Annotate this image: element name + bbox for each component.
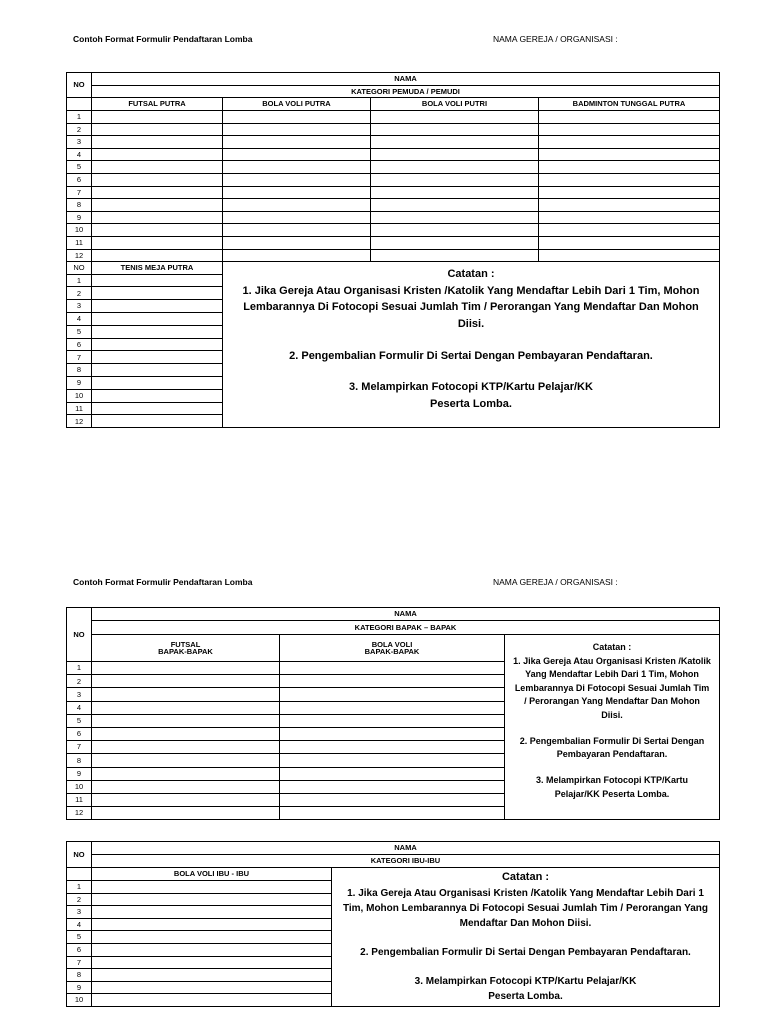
notes-item-3: 3. Melampirkan Fotocopi KTP/Kartu Pelajar/KK Peserta Lomba.: [535, 775, 689, 799]
no-header: NO: [67, 262, 92, 275]
row-number: 1: [67, 274, 92, 287]
row-number: 4: [67, 148, 92, 161]
entry-cell[interactable]: [92, 123, 223, 136]
form-pemuda-table: [66, 72, 720, 428]
entry-cell[interactable]: [92, 662, 280, 675]
row-number: 10: [67, 780, 92, 793]
column-header: BOLA VOLI IBU - IBU: [92, 868, 332, 881]
notes-title: Catatan :: [592, 642, 632, 652]
entry-cell[interactable]: [92, 287, 223, 300]
entry-cell[interactable]: [92, 881, 332, 894]
entry-cell[interactable]: [280, 741, 505, 754]
nama-header: NAMA: [92, 842, 720, 855]
org-label: NAMA GEREJA / ORGANISASI :: [493, 34, 618, 44]
row-number: 4: [67, 313, 92, 326]
notes-box: [332, 868, 720, 1007]
notes-title: Catatan :: [501, 871, 550, 883]
row-number: 10: [67, 994, 92, 1007]
row-number: 3: [67, 300, 92, 313]
entry-cell[interactable]: [92, 688, 280, 701]
column-header-line2: BAPAK-BAPAK: [158, 647, 213, 656]
entry-cell[interactable]: [280, 662, 505, 675]
entry-cell[interactable]: [92, 767, 280, 780]
row-number: 1: [67, 662, 92, 675]
entry-cell[interactable]: [223, 123, 371, 136]
entry-cell[interactable]: [280, 767, 505, 780]
entry-cell[interactable]: [92, 186, 223, 199]
entry-cell[interactable]: [223, 199, 371, 212]
entry-cell[interactable]: [92, 211, 223, 224]
entry-cell[interactable]: [223, 161, 371, 174]
row-number: 3: [67, 688, 92, 701]
row-number: 1: [67, 111, 92, 124]
form-title: Contoh Format Formulir Pendaftaran Lomba: [73, 34, 253, 44]
entry-cell[interactable]: [371, 211, 539, 224]
entry-cell[interactable]: [371, 199, 539, 212]
entry-cell[interactable]: [539, 211, 720, 224]
row-number: 9: [67, 377, 92, 390]
entry-cell[interactable]: [280, 688, 505, 701]
notes-item-1: 1. Jika Gereja Atau Organisasi Kristen /Katolik Yang Mendaftar Lebih Dari 1 Tim, Mohon Lembarannya Di Fotocopi Sesuai Jumlah Tim / Perorangan Yang Mendaftar Dan Mohon Diisi.: [513, 655, 711, 720]
entry-cell[interactable]: [92, 274, 223, 287]
entry-cell[interactable]: [280, 754, 505, 767]
entry-cell[interactable]: [92, 780, 280, 793]
entry-cell[interactable]: [280, 793, 505, 806]
entry-cell[interactable]: [92, 727, 280, 740]
row-number: 11: [67, 402, 92, 415]
entry-cell[interactable]: [539, 173, 720, 186]
entry-cell[interactable]: [92, 701, 280, 714]
form-bapak-table: [66, 607, 720, 820]
row-number: 7: [67, 186, 92, 199]
entry-cell[interactable]: [371, 111, 539, 124]
row-number: 7: [67, 741, 92, 754]
entry-cell[interactable]: [539, 249, 720, 262]
row-number: 2: [67, 893, 92, 906]
no-header: NO: [67, 608, 92, 662]
entry-cell[interactable]: [280, 807, 505, 820]
column-header: FUTSAL PUTRA: [92, 98, 223, 111]
entry-cell[interactable]: [92, 931, 332, 944]
column-header: BOLA VOLI PUTRA: [223, 98, 371, 111]
entry-cell[interactable]: [280, 701, 505, 714]
row-number: 5: [67, 161, 92, 174]
entry-cell[interactable]: [539, 123, 720, 136]
notes-item-2: 2. Pengembalian Formulir Di Sertai Dengan Pembayaran Pendaftaran.: [289, 349, 653, 362]
no-header: NO: [67, 842, 92, 868]
entry-cell[interactable]: [539, 111, 720, 124]
row-number: 7: [67, 956, 92, 969]
row-number: 12: [67, 807, 92, 820]
entry-cell[interactable]: [539, 161, 720, 174]
row-number: 8: [67, 754, 92, 767]
entry-cell[interactable]: [92, 300, 223, 313]
entry-cell[interactable]: [371, 224, 539, 237]
entry-cell[interactable]: [92, 918, 332, 931]
entry-cell[interactable]: [280, 675, 505, 688]
notes-item-2: 2. Pengembalian Formulir Di Sertai Dengan Pembayaran Pendaftaran.: [519, 735, 705, 760]
row-number: 3: [67, 906, 92, 919]
row-number: 12: [67, 249, 92, 262]
entry-cell[interactable]: [223, 111, 371, 124]
row-number: 5: [67, 714, 92, 727]
row-number: 10: [67, 389, 92, 402]
row-number: 6: [67, 173, 92, 186]
entry-cell[interactable]: [92, 236, 223, 249]
entry-cell[interactable]: [92, 793, 280, 806]
entry-cell[interactable]: [92, 981, 332, 994]
row-number: 10: [67, 224, 92, 237]
entry-cell[interactable]: [371, 161, 539, 174]
entry-cell[interactable]: [223, 148, 371, 161]
notes-item-1: 1. Jika Gereja Atau Organisasi Kristen /Katolik Yang Mendaftar Lebih Dari 1 Tim, Mohon Lembarannya Di Fotocopi Sesuai Jumlah Tim / Perorangan Yang Mendaftar Dan Mohon Diisi.: [342, 887, 709, 929]
row-number: 9: [67, 211, 92, 224]
entry-cell[interactable]: [92, 249, 223, 262]
entry-cell[interactable]: [539, 236, 720, 249]
entry-cell[interactable]: [371, 148, 539, 161]
entry-cell[interactable]: [92, 893, 332, 906]
entry-cell[interactable]: [92, 402, 223, 415]
row-number: 2: [67, 675, 92, 688]
entry-cell[interactable]: [223, 211, 371, 224]
no-blank: [67, 868, 92, 881]
notes-item-3-cont: Peserta Lomba.: [488, 990, 563, 1002]
column-header-line1: FUTSAL: [170, 639, 201, 649]
entry-cell[interactable]: [92, 338, 223, 351]
row-number: 7: [67, 351, 92, 364]
entry-cell[interactable]: [223, 173, 371, 186]
entry-cell[interactable]: [371, 123, 539, 136]
entry-cell[interactable]: [92, 415, 223, 428]
entry-cell[interactable]: [223, 224, 371, 237]
row-number: 4: [67, 701, 92, 714]
column-header-line1: BOLA VOLI: [371, 639, 413, 649]
entry-cell[interactable]: [92, 313, 223, 326]
entry-cell[interactable]: [371, 236, 539, 249]
entry-cell[interactable]: [92, 136, 223, 149]
no-header: NO: [67, 73, 92, 98]
entry-cell[interactable]: [92, 111, 223, 124]
entry-cell[interactable]: [92, 389, 223, 402]
row-number: 6: [67, 727, 92, 740]
entry-cell[interactable]: [92, 714, 280, 727]
row-number: 9: [67, 981, 92, 994]
column-header: BADMINTON TUNGGAL PUTRA: [539, 98, 720, 111]
row-number: 5: [67, 931, 92, 944]
row-number: 2: [67, 123, 92, 136]
column-header: [92, 635, 280, 662]
entry-cell[interactable]: [280, 714, 505, 727]
nama-header: NAMA: [92, 73, 720, 86]
entry-cell[interactable]: [539, 186, 720, 199]
entry-cell[interactable]: [92, 377, 223, 390]
column-header: [280, 635, 505, 662]
category-header: KATEGORI IBU-IBU: [92, 855, 720, 868]
entry-cell[interactable]: [280, 780, 505, 793]
notes-item-3: 3. Melampirkan Fotocopi KTP/Kartu Pelajar/KK: [414, 975, 637, 987]
column-header: BOLA VOLI PUTRI: [371, 98, 539, 111]
entry-cell[interactable]: [92, 956, 332, 969]
row-number: 4: [67, 918, 92, 931]
entry-cell[interactable]: [223, 249, 371, 262]
category-header: KATEGORI PEMUDA / PEMUDI: [92, 86, 720, 98]
entry-cell[interactable]: [539, 148, 720, 161]
notes-item-3: 3. Melampirkan Fotocopi KTP/Kartu Pelajar/KK: [349, 381, 593, 394]
notes-box: [505, 635, 720, 820]
row-number: 8: [67, 364, 92, 377]
entry-cell[interactable]: [371, 136, 539, 149]
entry-cell[interactable]: [92, 351, 223, 364]
org-label: NAMA GEREJA / ORGANISASI :: [493, 577, 618, 587]
entry-cell[interactable]: [539, 224, 720, 237]
column-header: TENIS MEJA PUTRA: [92, 262, 223, 275]
form-title: Contoh Format Formulir Pendaftaran Lomba: [73, 577, 253, 587]
entry-cell[interactable]: [92, 906, 332, 919]
entry-cell[interactable]: [92, 675, 280, 688]
entry-cell[interactable]: [371, 186, 539, 199]
notes-box: [223, 262, 720, 428]
notes-item-3-cont: Peserta Lomba.: [430, 397, 512, 410]
notes-title: Catatan :: [447, 268, 495, 281]
entry-cell[interactable]: [223, 186, 371, 199]
entry-cell[interactable]: [92, 161, 223, 174]
column-header-line2: BAPAK-BAPAK: [364, 647, 420, 656]
row-number: 5: [67, 325, 92, 338]
entry-cell[interactable]: [539, 199, 720, 212]
entry-cell[interactable]: [223, 236, 371, 249]
entry-cell[interactable]: [92, 148, 223, 161]
entry-cell[interactable]: [92, 994, 332, 1007]
entry-cell[interactable]: [539, 136, 720, 149]
row-number: 1: [67, 881, 92, 894]
entry-cell[interactable]: [371, 249, 539, 262]
row-number: 6: [67, 943, 92, 956]
entry-cell[interactable]: [92, 364, 223, 377]
row-number: 8: [67, 199, 92, 212]
notes-item-1: 1. Jika Gereja Atau Organisasi Kristen /Katolik Yang Mendaftar Lebih Dari 1 Tim, Mohon Lembarannya Di Fotocopi Sesuai Jumlah Tim / Perorangan Yang Mendaftar Dan Mohon Diisi.: [242, 284, 700, 330]
entry-cell[interactable]: [371, 173, 539, 186]
row-number: 11: [67, 236, 92, 249]
row-number: 11: [67, 793, 92, 806]
row-number: 12: [67, 415, 92, 428]
row-number: 3: [67, 136, 92, 149]
no-blank: [67, 98, 92, 111]
row-number: 6: [67, 338, 92, 351]
row-number: 2: [67, 287, 92, 300]
entry-cell[interactable]: [92, 199, 223, 212]
notes-item-2: 2. Pengembalian Formulir Di Sertai Dengan Pembayaran Pendaftaran.: [360, 946, 691, 958]
entry-cell[interactable]: [92, 754, 280, 767]
nama-header: NAMA: [92, 608, 720, 621]
entry-cell[interactable]: [92, 807, 280, 820]
category-header: KATEGORI BAPAK – BAPAK: [92, 621, 720, 635]
row-number: 9: [67, 767, 92, 780]
entry-cell[interactable]: [92, 325, 223, 338]
entry-cell[interactable]: [92, 224, 223, 237]
entry-cell[interactable]: [280, 727, 505, 740]
entry-cell[interactable]: [92, 173, 223, 186]
entry-cell[interactable]: [92, 741, 280, 754]
entry-cell[interactable]: [92, 943, 332, 956]
entry-cell[interactable]: [223, 136, 371, 149]
form-ibu-table: [66, 841, 720, 1007]
entry-cell[interactable]: [92, 969, 332, 982]
row-number: 8: [67, 969, 92, 982]
